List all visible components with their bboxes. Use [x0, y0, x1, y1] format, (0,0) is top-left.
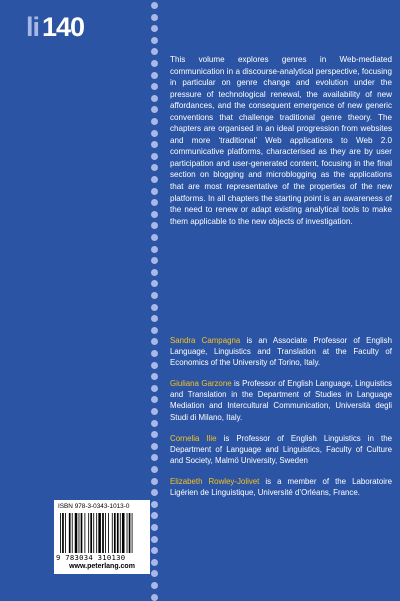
divider-dot	[151, 408, 158, 415]
barcode-bar	[112, 513, 113, 553]
divider-dot	[151, 396, 158, 403]
isbn-barcode	[54, 500, 150, 574]
divider-dot	[151, 234, 158, 241]
barcode-bar	[117, 513, 119, 553]
editor-bio-garzone	[170, 378, 392, 422]
series-logo	[26, 12, 84, 42]
publisher-url: www.peterlang.com	[69, 563, 135, 570]
barcode-bar	[90, 513, 92, 553]
divider-dot	[151, 350, 158, 357]
divider-dot	[151, 72, 158, 79]
barcode-bar	[120, 513, 121, 553]
editor-bio-rowley-jolivet	[170, 476, 392, 498]
barcode-bar	[96, 513, 97, 553]
barcode-bar	[108, 513, 109, 553]
isbn-label: ISBN 978-3-0343-1013-0	[58, 503, 130, 510]
divider-dot	[151, 222, 158, 229]
divider-dot	[151, 280, 158, 287]
divider-dot	[151, 304, 158, 311]
barcode-bar	[60, 513, 61, 553]
divider-dot	[151, 524, 158, 531]
divider-dot	[151, 14, 158, 21]
editor-bios	[170, 335, 392, 508]
divider-dot	[151, 130, 158, 137]
divider-dot	[151, 199, 158, 206]
barcode-bar	[79, 513, 80, 553]
divider-dot	[151, 48, 158, 55]
divider-dot	[151, 2, 158, 9]
editor-name: Sandra Campagna	[170, 336, 241, 345]
barcode-bar	[75, 513, 78, 553]
barcode-bar	[69, 513, 71, 553]
divider-dot	[151, 454, 158, 461]
divider-dot	[151, 512, 158, 519]
barcode-bar	[105, 513, 106, 553]
editor-bio-text: is a member of the Laboratoire Ligérien de Linguistique, Université d’Orléans, France.	[170, 476, 392, 498]
editor-bio-campagna	[170, 335, 392, 368]
divider-dot	[151, 118, 158, 125]
editor-name: Elizabeth Rowley-Jolivet	[170, 476, 260, 486]
divider-dot	[151, 362, 158, 369]
series-logo-number: 140	[42, 12, 85, 42]
editor-bio-text: is Professor of English Linguistics in the Department of Language and Linguistics, Faculty of Culture and Society, Malmö University, Sweden	[170, 433, 392, 465]
divider-dot	[151, 25, 158, 32]
divider-dot	[151, 582, 158, 589]
divider-dot	[151, 83, 158, 90]
barcode-bar	[72, 513, 73, 553]
divider-dot	[151, 141, 158, 148]
divider-dot	[151, 536, 158, 543]
editor-bio-text: is an Associate Professor of English Language, Linguistics and Translation at the Faculty of Economics of the University of Torino, Italy.	[170, 336, 392, 368]
barcode-bar	[127, 513, 128, 553]
divider-dot	[151, 106, 158, 113]
barcode-bar	[129, 513, 131, 553]
divider-dot	[151, 246, 158, 253]
divider-dot	[151, 431, 158, 438]
divider-dot	[151, 338, 158, 345]
editor-name: Cornelia Ilie	[170, 433, 217, 443]
divider-dot	[151, 501, 158, 508]
barcode-bar	[62, 513, 64, 553]
barcode-bar	[114, 513, 116, 553]
barcode-bar	[84, 513, 85, 553]
barcode-bar	[98, 513, 101, 553]
divider-dot	[151, 315, 158, 322]
editor-bio-text: is Professor of English Language, Linguistics and Translation in the Department of Studies in Language Mediation and Intercultural Communication, Università degli Studi di Milano, Italy.	[170, 379, 392, 422]
divider-dot	[151, 269, 158, 276]
dotted-divider	[151, 2, 159, 598]
divider-dot	[151, 211, 158, 218]
divider-dot	[151, 570, 158, 577]
divider-dot	[151, 466, 158, 473]
barcode-bar	[65, 513, 66, 553]
divider-dot	[151, 292, 158, 299]
divider-dot	[151, 547, 158, 554]
divider-dot	[151, 153, 158, 160]
editor-bio-ilie	[170, 433, 392, 466]
divider-dot	[151, 95, 158, 102]
divider-dot	[151, 420, 158, 427]
barcode-digits: 9 783034 310130	[56, 553, 126, 562]
divider-dot	[151, 176, 158, 183]
divider-dot	[151, 257, 158, 264]
divider-dot	[151, 559, 158, 566]
divider-dot	[151, 60, 158, 67]
barcode-bar	[88, 513, 89, 553]
barcode-bar	[102, 513, 104, 553]
divider-dot	[151, 327, 158, 334]
barcode-bar	[132, 513, 133, 553]
divider-dot	[151, 164, 158, 171]
divider-dot	[151, 443, 158, 450]
barcode-bar	[93, 513, 94, 553]
divider-dot	[151, 37, 158, 44]
editor-name: Giuliana Garzone	[170, 379, 232, 389]
series-logo-prefix: li	[26, 12, 40, 42]
divider-dot	[151, 188, 158, 195]
barcode-bar	[81, 513, 83, 553]
barcode-bar	[122, 513, 125, 553]
divider-dot	[151, 478, 158, 485]
barcode-bars	[60, 513, 146, 553]
back-cover-blurb: This volume explores genres in Web-mediated communication in a discourse-analytical perspective, focusing in particular on genre change and evolution under the pressure of technological renewal, the availability of new affordances, and the consequent emergence of new generic conventions that challenge traditional genre theory. The chapters are organised in an ideal progression from websites and more ‘traditional’ Web applications to Web 2.0 communicative platforms, characterised as they are by user participation and user-generated content, focusing in the final section on blogging and microblogging as the applications that are most representative of the properties of the new platforms. In all chapters the starting point is an awareness of the need to renew or adapt existing analytical tools to make them applicable to the new objects of investigation.	[170, 55, 392, 226]
divider-dot	[151, 385, 158, 392]
divider-dot	[151, 373, 158, 380]
divider-dot	[151, 489, 158, 496]
